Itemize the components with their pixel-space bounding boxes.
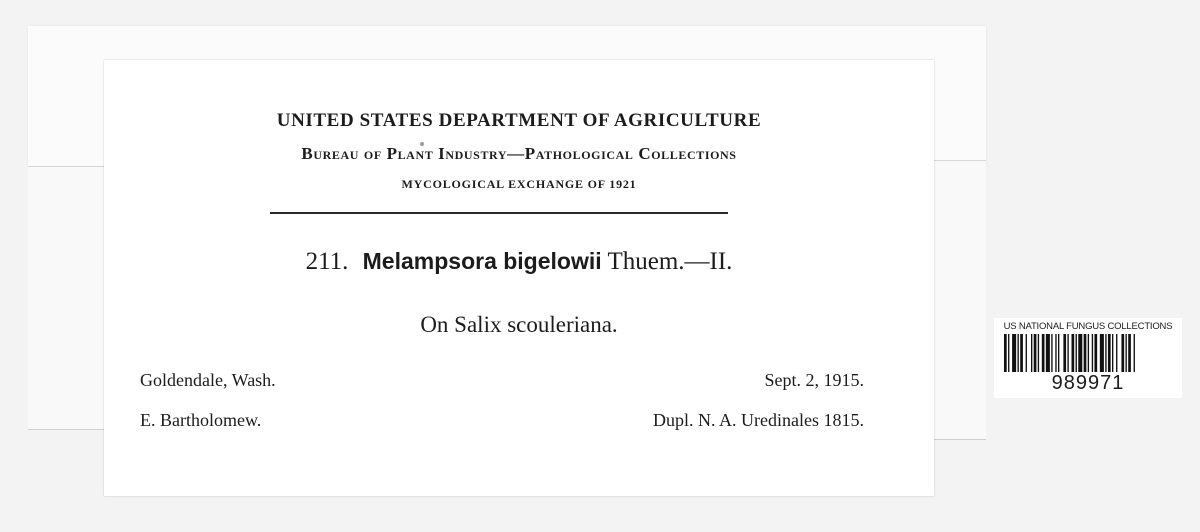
species-line <box>104 248 934 276</box>
locality: Goldendale, Wash. <box>140 370 276 390</box>
envelope-left-edge <box>28 166 106 430</box>
barcode-title: US NATIONAL FUNGUS COLLECTIONS <box>1003 321 1173 332</box>
barcode <box>1004 334 1172 372</box>
collection-date: Sept. 2, 1915. <box>764 370 864 390</box>
species-authority: Thuem.—II. <box>607 248 733 275</box>
header-divider <box>270 212 728 214</box>
barcode-label <box>994 318 1182 398</box>
species-name: Melampsora bigelowii <box>362 248 602 274</box>
specimen-number: 211. <box>305 248 349 275</box>
barcode-number: 989971 <box>1051 372 1125 394</box>
envelope-right-edge <box>930 160 986 440</box>
header-bureau: Bureau of Plant Industry—Pathological Collections <box>301 144 737 163</box>
header-exchange: MYCOLOGICAL EXCHANGE OF 1921 <box>401 177 637 191</box>
collector: E. Bartholomew. <box>140 410 262 430</box>
specimen-label <box>104 60 934 496</box>
duplicate-reference: Dupl. N. A. Uredinales 1815. <box>653 410 864 430</box>
header-department: UNITED STATES DEPARTMENT OF AGRICULTURE <box>276 110 762 131</box>
host-line: On Salix scouleriana. <box>420 312 618 337</box>
